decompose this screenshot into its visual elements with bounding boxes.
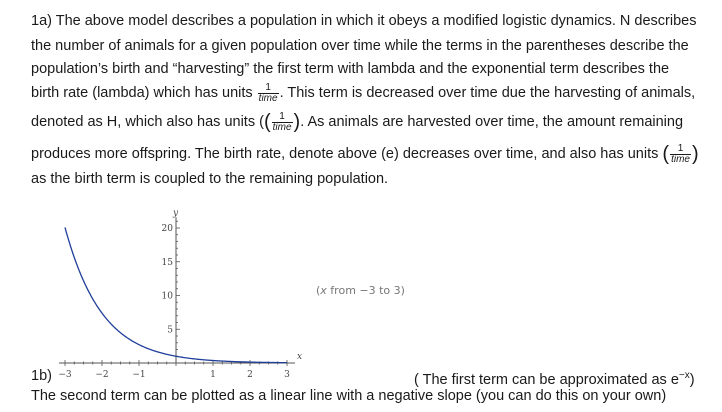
- unit-fraction: [272, 112, 293, 133]
- line-6-text-a: produces more offspring. The birth rate, denote above (e) decreases over time, and also has units: [31, 146, 659, 162]
- para-1a-line-1: 1a) The above model describes a population in which it obeys a modified logistic dynamics. N describes: [31, 13, 697, 29]
- y-tick-label: 5: [167, 325, 173, 336]
- part-1b-label: 1b): [31, 368, 52, 384]
- paren-open: (: [662, 143, 670, 166]
- fraction-numerator: 1: [670, 144, 691, 155]
- paren-close: ): [293, 111, 301, 134]
- y-axis-label: y: [173, 208, 179, 219]
- y-tick-label: 15: [161, 257, 173, 268]
- para-1a-line-7: as the birth term is coupled to the remaining population.: [31, 171, 389, 187]
- fraction-denominator: time: [272, 121, 292, 133]
- unit-fraction: [258, 83, 279, 104]
- x-tick-label: 1: [210, 370, 216, 380]
- para-1a-line-4: [31, 82, 721, 104]
- x-tick-label: −3: [58, 370, 72, 380]
- note-variable: x: [320, 284, 327, 297]
- note-rest: from −3 to 3): [326, 284, 405, 297]
- line-5-text-a: denoted as H, which also has units (: [31, 114, 264, 130]
- approx-close: ): [689, 371, 695, 388]
- line-4-text-b: . This term is decreased over time due the harvesting of animals,: [279, 85, 696, 101]
- x-tick-label: −1: [132, 370, 146, 380]
- plot-domain-note: [316, 284, 405, 297]
- x-axis-label: x: [297, 352, 303, 362]
- para-1a-line-6: [31, 143, 721, 165]
- x-tick-label: −2: [95, 370, 109, 380]
- para-1a-line-5: [31, 111, 721, 133]
- approx-exponent: −x: [678, 370, 690, 381]
- fraction-denominator: time: [671, 153, 690, 165]
- final-sentence: The second term can be plotted as a linear line with a negative slope (you can do this on your own): [31, 388, 667, 404]
- plot-axes: [59, 217, 295, 363]
- approx-text: ( The first term can be approximated as e: [414, 371, 679, 388]
- x-tick-label: 2: [247, 370, 253, 380]
- note-open: (: [316, 284, 321, 297]
- y-tick-label: 10: [161, 291, 173, 302]
- para-1a-line-2: the number of animals for a given population over time while the terms in the parentheses describe the: [31, 38, 689, 54]
- fraction-denominator: time: [258, 92, 278, 104]
- fraction-numerator: 1: [272, 112, 293, 123]
- paren-close: ): [691, 143, 699, 166]
- y-tick-label: 20: [161, 224, 173, 234]
- exponential-plot: [0, 195, 320, 385]
- para-1a-line-3: population’s birth and “harvesting” the first term with lambda and the exponential term describes the: [31, 61, 670, 77]
- line-4-text-a: birth rate (lambda) which has units: [31, 85, 253, 101]
- fraction-numerator: 1: [258, 83, 279, 94]
- line-5-text-b: . As animals are harvested over time, the amount remaining: [300, 114, 684, 130]
- paren-open: (: [263, 111, 271, 134]
- unit-fraction: [670, 144, 691, 165]
- x-tick-label: 3: [284, 370, 290, 380]
